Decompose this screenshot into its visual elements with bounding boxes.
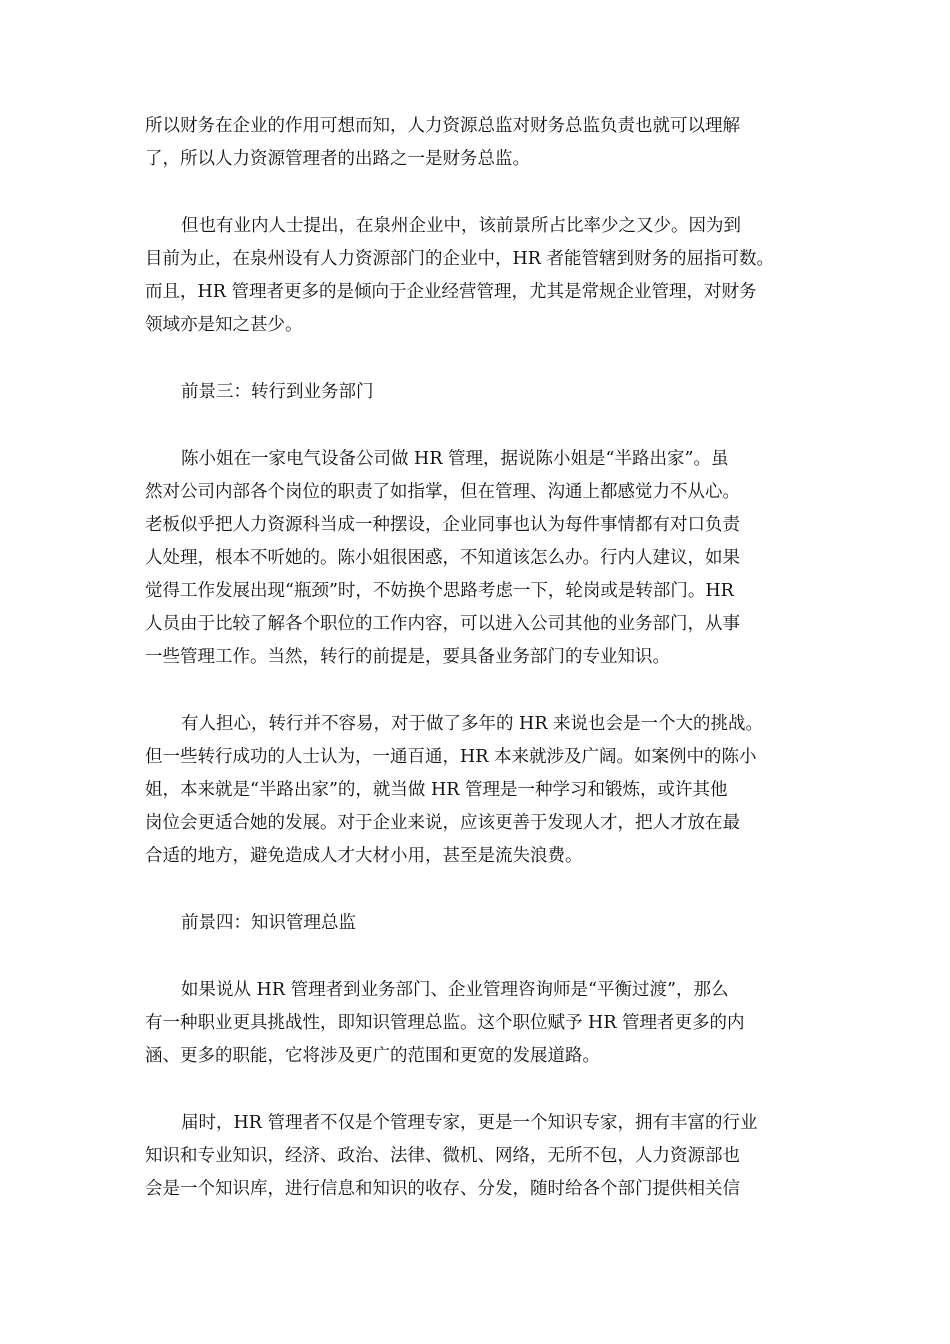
paragraph-line: 但也有业内人士提出，在泉州企业中，该前景所占比率少之又少。因为到 xyxy=(181,216,741,236)
section-heading-prospect-four: 前景四：知识管理总监 xyxy=(181,913,356,933)
document-body xyxy=(145,110,809,1240)
paragraph-line: 目前为止，在泉州设有人力资源部门的企业中，HR 者能管辖到财务的屈指可数。 xyxy=(145,249,774,269)
paragraph-4 xyxy=(145,708,809,873)
paragraph-line: 了，所以人力资源管理者的出路之一是财务总监。 xyxy=(145,149,530,169)
paragraph-6 xyxy=(145,1107,809,1206)
paragraph-line: 而且，HR 管理者更多的是倾向于企业经营管理，尤其是常规企业管理，对财务 xyxy=(145,282,757,302)
paragraph-1 xyxy=(145,110,809,176)
paragraph-line: 人处理，根本不听她的。陈小姐很困惑，不知道该怎么办。行内人建议，如果 xyxy=(145,548,740,568)
paragraph-line: 所以财务在企业的作用可想而知，人力资源总监对财务总监负责也就可以理解 xyxy=(145,116,740,136)
paragraph-line: 届时，HR 管理者不仅是个管理专家，更是一个知识专家，拥有丰富的行业 xyxy=(181,1113,758,1133)
paragraph-line: 觉得工作发展出现“瓶颈”时，不妨换个思路考虑一下，轮岗或是转部门。HR xyxy=(145,581,734,601)
paragraph-3 xyxy=(145,443,809,674)
paragraph-line: 知识和专业知识，经济、政治、法律、微机、网络，无所不包，人力资源部也 xyxy=(145,1146,740,1166)
paragraph-line: 涵、更多的职能，它将涉及更广的范围和更宽的发展道路。 xyxy=(145,1046,600,1066)
section-heading-prospect-three: 前景三：转行到业务部门 xyxy=(181,382,374,402)
paragraph-2 xyxy=(145,210,809,342)
paragraph-line: 陈小姐在一家电气设备公司做 HR 管理，据说陈小姐是“半路出家”。虽 xyxy=(181,449,729,469)
paragraph-line: 有人担心，转行并不容易，对于做了多年的 HR 来说也会是一个大的挑战。 xyxy=(181,714,764,734)
paragraph-line: 有一种职业更具挑战性，即知识管理总监。这个职位赋予 HR 管理者更多的内 xyxy=(145,1013,745,1033)
paragraph-line: 领域亦是知之甚少。 xyxy=(145,315,303,335)
paragraph-line: 会是一个知识库，进行信息和知识的收存、分发，随时给各个部门提供相关信 xyxy=(145,1179,740,1199)
paragraph-line: 岗位会更适合她的发展。对于企业来说，应该更善于发现人才，把人才放在最 xyxy=(145,813,740,833)
paragraph-line: 但一些转行成功的人士认为，一通百通，HR 本来就涉及广阔。如案例中的陈小 xyxy=(145,747,757,767)
paragraph-line: 合适的地方，避免造成人才大材小用，甚至是流失浪费。 xyxy=(145,846,583,866)
paragraph-line: 人员由于比较了解各个职位的工作内容，可以进入公司其他的业务部门，从事 xyxy=(145,614,740,634)
paragraph-5 xyxy=(145,974,809,1073)
paragraph-line: 老板似乎把人力资源科当成一种摆设，企业同事也认为每件事情都有对口负责 xyxy=(145,515,740,535)
paragraph-line: 一些管理工作。当然，转行的前提是，要具备业务部门的专业知识。 xyxy=(145,647,670,667)
paragraph-line: 姐，本来就是“半路出家”的，就当做 HR 管理是一种学习和锻炼，或许其他 xyxy=(145,780,728,800)
paragraph-line: 然对公司内部各个岗位的职责了如指掌，但在管理、沟通上都感觉力不从心。 xyxy=(145,482,740,502)
paragraph-line: 如果说从 HR 管理者到业务部门、企业管理咨询师是“平衡过渡”，那么 xyxy=(181,980,729,1000)
